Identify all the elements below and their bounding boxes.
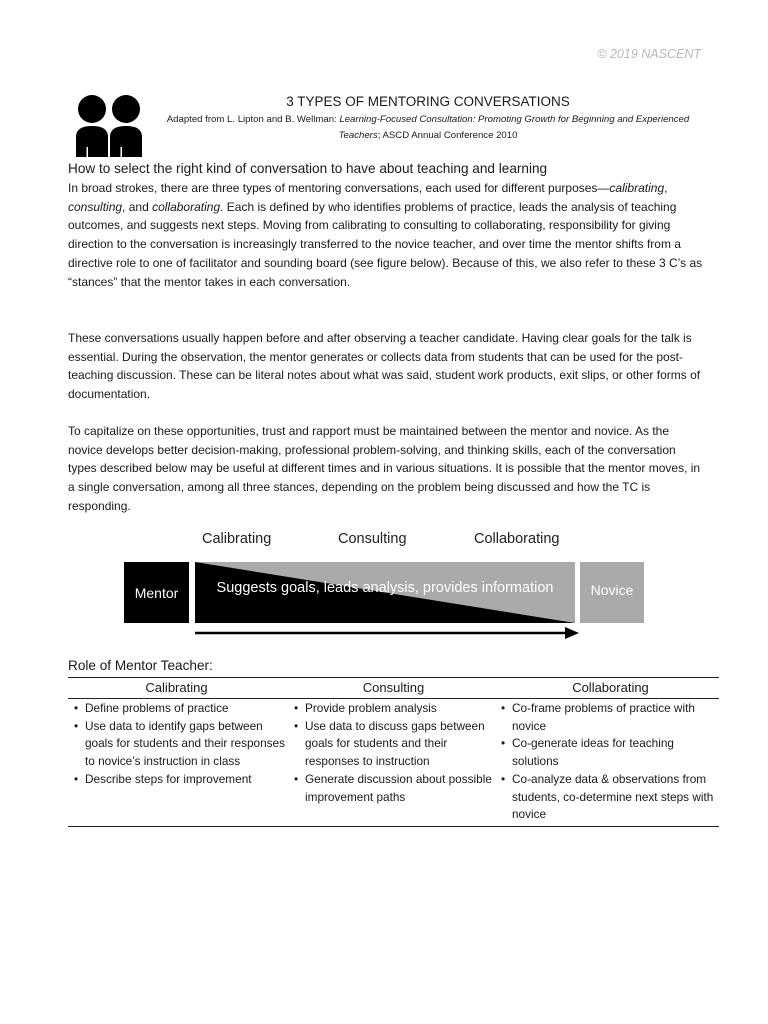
list-item: • Describe steps for improvement: [68, 771, 288, 789]
role-table: [68, 677, 719, 827]
direction-arrow: [195, 626, 580, 640]
section-heading: How to select the right kind of conversation to have about teaching and learning: [68, 161, 548, 176]
figure-label-consulting: Consulting: [338, 531, 407, 547]
list-item: • Co-generate ideas for teaching solutions: [495, 735, 719, 770]
page-title: 3 TYPES OF MENTORING CONVERSATIONS: [286, 94, 570, 109]
list-item: • Define problems of practice: [68, 700, 288, 718]
p1-sep: ,: [664, 181, 668, 195]
column-header-calibrating: Calibrating: [145, 680, 208, 695]
citation-prefix: Adapted from L. Lipton and B. Wellman:: [166, 114, 340, 125]
paragraph-trust: To capitalize on these opportunities, trust and rapport must be maintained between the mentor and novice. As the novice develops better decision-making, professional problem-solving, and thinking skills, each of the conversation types described below may be useful at different times and in various situations. It is possible that the mentor moves, in a single conversation, among all three stances, depending on the problem being discussed and how the TC is responding.: [68, 424, 701, 513]
p1-lead: In broad strokes, there are three types of mentoring conversations, each used for different purposes—: [68, 181, 610, 195]
figure-label-calibrating: Calibrating: [202, 531, 272, 547]
column-header-consulting: Consulting: [362, 680, 425, 695]
paragraph-intro: [68, 179, 703, 291]
calibrating-list: [68, 700, 288, 824]
role-section-title: Role of Mentor Teacher:: [68, 658, 213, 673]
term-consulting: consulting: [68, 199, 123, 214]
list-item: • Co-analyze data & observations from students, co-determine next steps with novice: [495, 771, 719, 824]
novice-box: Novice: [580, 562, 644, 623]
source-citation: [150, 112, 706, 143]
consulting-list: [288, 700, 495, 824]
p1-rest: . Each is defined by who identifies problems of practice, leads the analysis of teaching outcomes, and suggests next steps. Moving from calibrating to consulting to collaborating, responsibility for giving direction to the conversation is increasingly transferred to the novice teacher, and over time the mentor shifts from a directive role to one of facilitator and sounding board (see figure below). Because of this, we also refer to these 3 C’s as “stances” that the mentor takes in each conversation.: [68, 199, 703, 289]
role-table-body: [68, 699, 719, 826]
list-item: • Provide problem analysis: [288, 700, 495, 718]
figure-label-collaborating: Collaborating: [474, 531, 560, 547]
list-item: • Use data to identify gaps between goals for students and their responses to novice’s instruction in class: [68, 718, 288, 771]
copyright-notice: © 2019 NASCENT: [597, 47, 701, 61]
p1-sep: , and: [122, 199, 153, 214]
term-collaborating: collaborating: [152, 199, 221, 214]
column-header-collaborating: Collaborating: [572, 680, 649, 695]
list-item: • Use data to discuss gaps between goals for students and their responses to instruction: [288, 718, 495, 771]
citation-book-title: Learning-Focused Consultation: Promoting Growth for Beginning and Experienced Teachers: [338, 114, 690, 141]
collaborating-list: [495, 700, 719, 824]
mentor-box: Mentor: [124, 562, 189, 623]
list-item: • Generate discussion about possible improvement paths: [288, 771, 495, 806]
two-people-icon: [72, 93, 144, 157]
term-calibrating: calibrating: [609, 181, 665, 195]
wedge-caption: Suggests goals, leads analysis, provides information: [216, 580, 554, 596]
list-item: • Co-frame problems of practice with novice: [495, 700, 719, 735]
citation-suffix: ; ASCD Annual Conference 2010: [377, 129, 518, 141]
paragraph-observation: These conversations usually happen before and after observing a teacher candidate. Having clear goals for the talk is essential. During the observation, the mentor generates or collects data from students that can be used for the post-teaching discussion. These can be literal notes about what was said, student work products, exit slips, or other forms of documentation.: [68, 331, 701, 402]
role-table-header: [68, 678, 719, 699]
